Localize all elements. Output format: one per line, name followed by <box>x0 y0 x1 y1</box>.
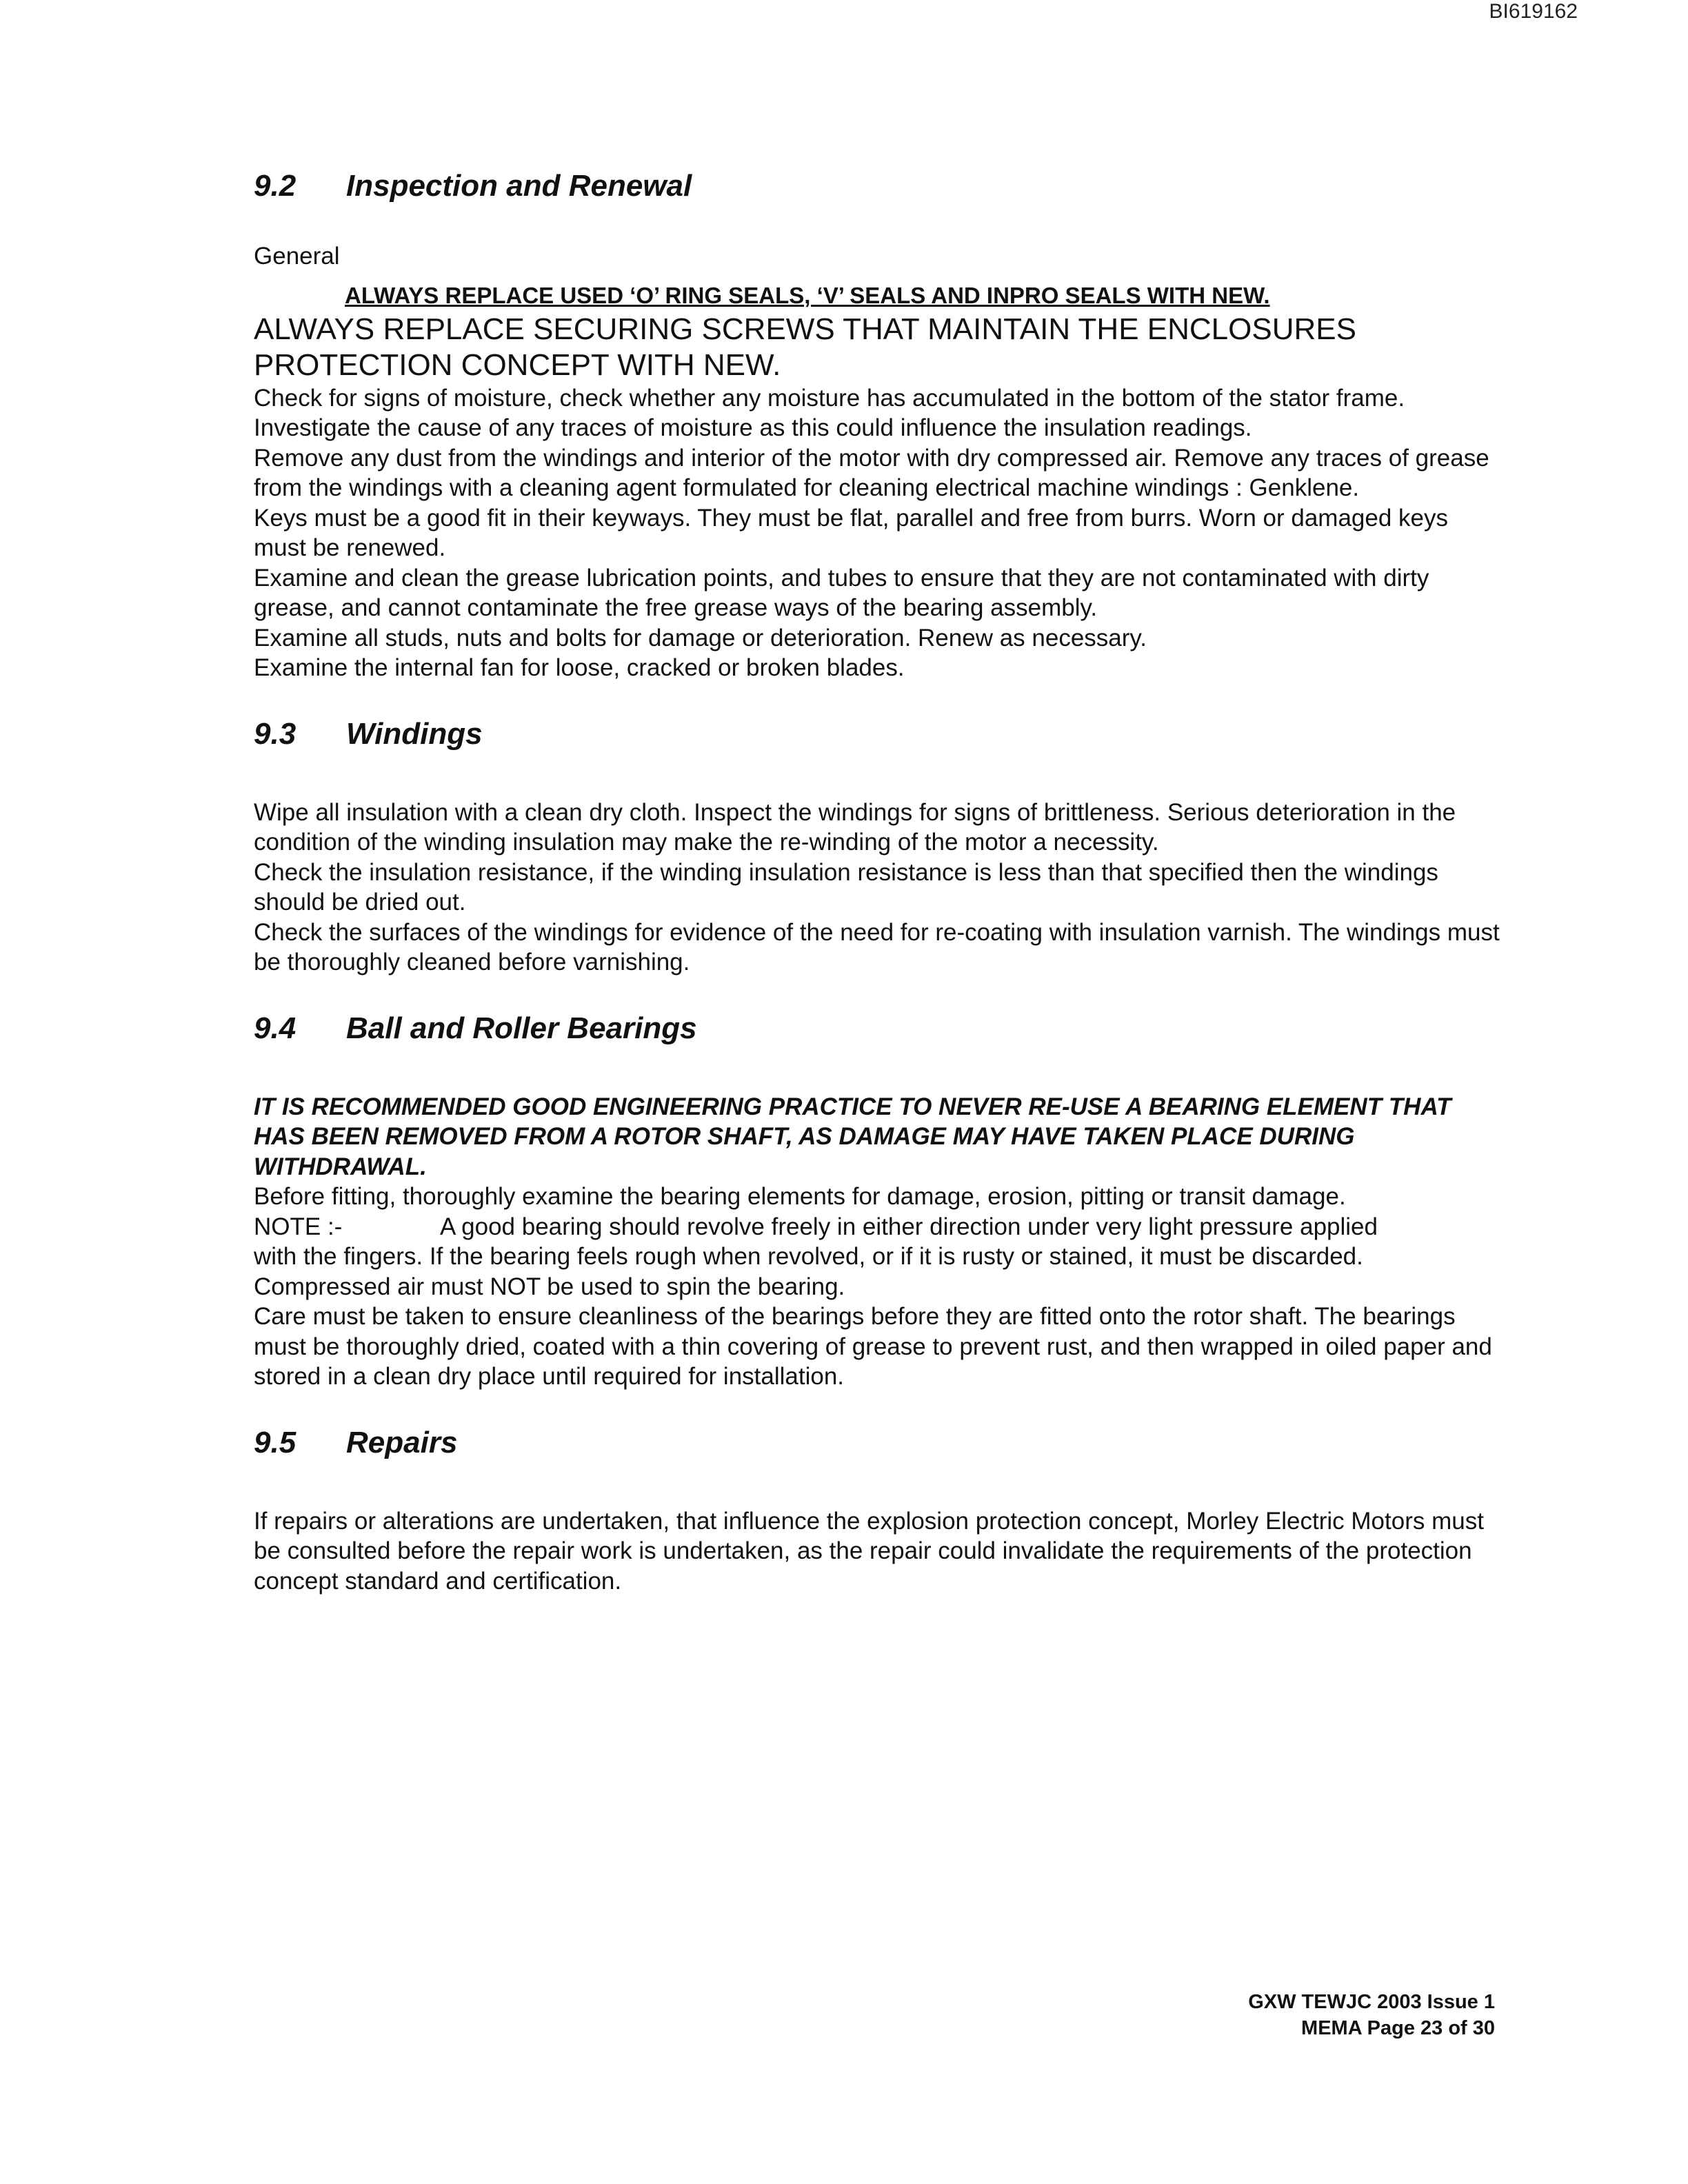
paragraph: Examine all studs, nuts and bolts for damage or deterioration. Renew as necessary. <box>254 624 1147 651</box>
section-heading-9-3 <box>254 714 1502 755</box>
note-continuation: with the fingers. If the bearing feels rough when revolved, or if it is rusty or stained, it must be discarded. Compressed air must NOT be used to spin the bearing. <box>254 1243 1363 1300</box>
section-number: 9.2 <box>254 169 297 203</box>
paragraph: Examine and clean the grease lubrication points, and tubes to ensure that they are not contaminated with dirty grease, and cannot contaminate the free grease ways of the bearing assembly. <box>254 564 1429 621</box>
section-heading-9-2 <box>254 165 1502 207</box>
note-text: A good bearing should revolve freely in either direction under very light pressure applied <box>440 1213 1378 1240</box>
note-label: NOTE :- <box>254 1213 343 1240</box>
section-heading-9-5 <box>254 1422 1502 1464</box>
paragraph: If repairs or alterations are undertaken, that influence the explosion protection concept, Morley Electric Motors must be consulted before the repair work is undertaken, as the repair could invalidate the requirements of the protection concept standard and certification. <box>254 1507 1484 1595</box>
paragraph: Wipe all insulation with a clean dry cloth. Inspect the windings for signs of brittleness. Serious deterioration in the condition of the winding insulation may make the re-winding of the motor a necessity. <box>254 798 1456 856</box>
section-heading-9-4 <box>254 1008 1502 1049</box>
bearing-warning: IT IS RECOMMENDED GOOD ENGINEERING PRACTICE TO NEVER RE-USE A BEARING ELEMENT THAT HAS BEEN REMOVED FROM A ROTOR SHAFT, AS DAMAGE MAY HAVE TAKEN PLACE DURING WITHDRAWAL. <box>254 1093 1451 1180</box>
paragraph: Keys must be a good fit in their keyways. They must be flat, parallel and free from burrs. Worn or damaged keys must be renewed. <box>254 504 1449 561</box>
paragraph: Examine the internal fan for loose, cracked or broken blades. <box>254 654 905 681</box>
paragraph: Before fitting, thoroughly examine the bearing elements for damage, erosion, pitting or transit damage. <box>254 1183 1346 1210</box>
section-title: Repairs <box>346 1425 458 1459</box>
section-title: Windings <box>346 716 483 751</box>
section-number: 9.4 <box>254 1011 297 1045</box>
page-content <box>254 165 1502 1596</box>
screws-warning: ALWAYS REPLACE SECURING SCREWS THAT MAINTAIN THE ENCLOSURES PROTECTION CONCEPT WITH NEW. <box>254 312 1356 382</box>
section-number: 9.5 <box>254 1425 297 1459</box>
section-title: Ball and Roller Bearings <box>346 1011 697 1045</box>
seals-warning: ALWAYS REPLACE USED ‘O’ RING SEALS, ‘V’ SEALS AND INPRO SEALS WITH NEW. <box>345 282 1270 308</box>
document-id: BI619162 <box>1489 0 1578 23</box>
footer-page-number: MEMA Page 23 of 30 <box>1301 2017 1495 2039</box>
paragraph: Check the insulation resistance, if the winding insulation resistance is less than that specified then the windings should be dried out. <box>254 858 1438 916</box>
section-title: Inspection and Renewal <box>346 169 692 203</box>
paragraph: Check for signs of moisture, check whether any moisture has accumulated in the bottom of the stator frame. Investigate the cause of any traces of moisture as this could influence the insulation readings. <box>254 384 1405 441</box>
subheading-general: General <box>254 243 340 270</box>
note-row <box>254 1212 1502 1242</box>
footer-doc-ref: GXW TEWJC 2003 Issue 1 <box>1248 1991 1495 2013</box>
section-number: 9.3 <box>254 716 297 751</box>
page-footer <box>1248 1989 1495 2041</box>
paragraph: Check the surfaces of the windings for evidence of the need for re-coating with insulation varnish. The windings must be thoroughly cleaned before varnishing. <box>254 918 1500 975</box>
paragraph: Remove any dust from the windings and interior of the motor with dry compressed air. Remove any traces of grease from the windings with a cleaning agent formulated for cleaning electrical machine windings : Genklene. <box>254 444 1489 501</box>
paragraph: Care must be taken to ensure cleanliness of the bearings before they are fitted onto the rotor shaft. The bearings must be thoroughly dried, coated with a thin covering of grease to prevent rust, and then wrapped in oiled paper and stored in a clean dry place until required for installation. <box>254 1303 1492 1390</box>
